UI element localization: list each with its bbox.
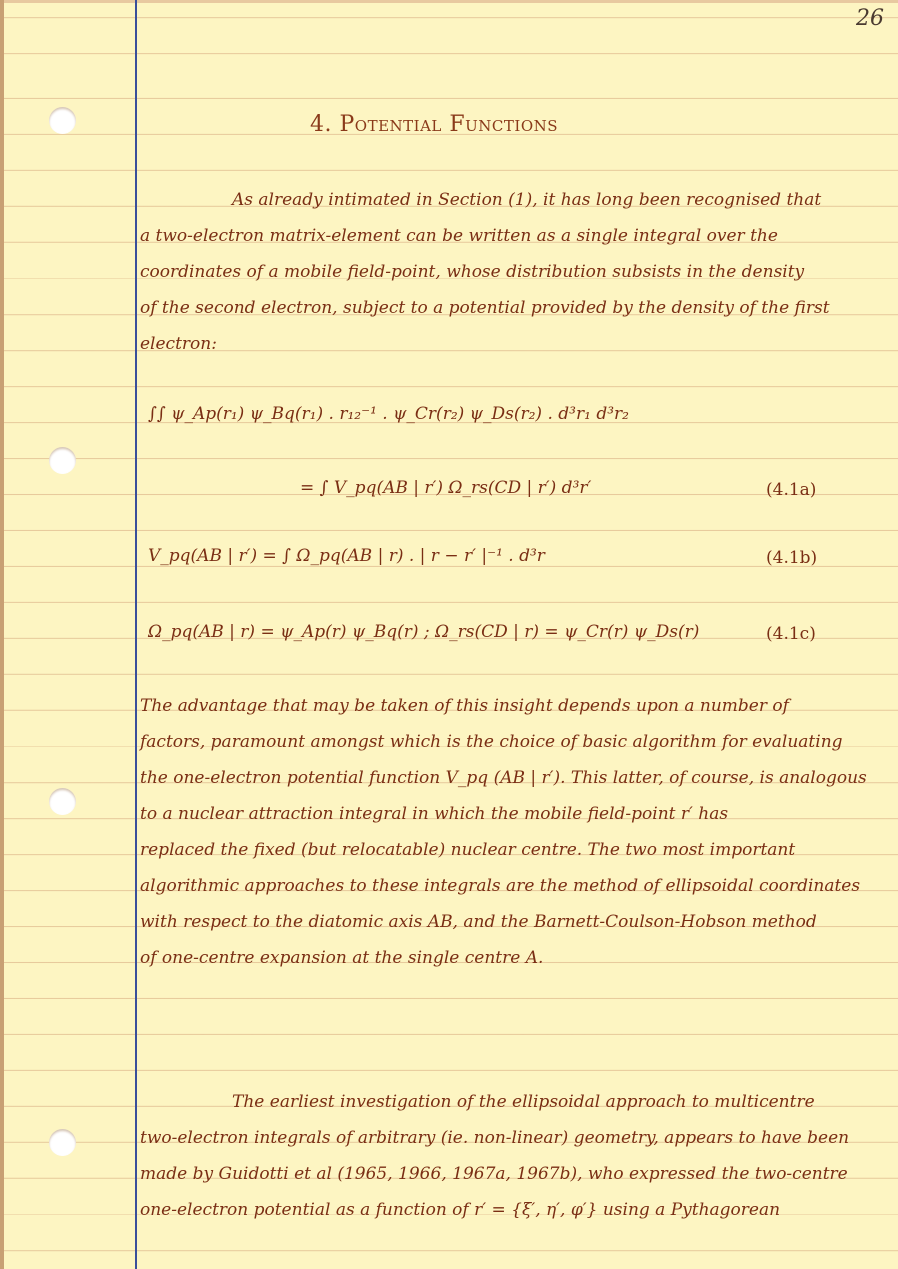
paragraph-line: algorithmic approaches to these integrals are the method of ellipsoidal coordinates: [140, 876, 861, 896]
punch-hole: [49, 107, 76, 134]
equation-4-1a-rhs: = ∫ V_pq(AB | r′) Ω_rs(CD | r′) d³r′: [300, 478, 592, 498]
equation-label-4-1b: (4.1b): [766, 548, 818, 568]
paragraph-line: one-electron potential as a function of r′ = {ξ′, η′, φ′} using a Pythagorean: [140, 1200, 781, 1220]
paragraph-line: factors, paramount amongst which is the choice of basic algorithm for evaluating: [140, 732, 843, 752]
margin-line: [135, 0, 137, 1269]
punch-hole: [49, 1129, 76, 1156]
paragraph-line: two-electron integrals of arbitrary (ie. non-linear) geometry, appears to have been: [140, 1128, 850, 1148]
paragraph-line: electron:: [140, 334, 217, 354]
paragraph-line: a two-electron matrix-element can be written as a single integral over the: [140, 226, 778, 246]
paragraph-line: The advantage that may be taken of this insight depends upon a number of: [140, 696, 789, 716]
punch-hole: [49, 447, 76, 474]
paragraph-line: The earliest investigation of the ellipsoidal approach to multicentre: [232, 1092, 815, 1112]
equation-4-1c: Ω_pq(AB | r) = ψ_Ap(r) ψ_Bq(r) ; Ω_rs(CD | r) = ψ_Cr(r) ψ_Ds(r): [148, 622, 700, 642]
paragraph-line: to a nuclear attraction integral in which the mobile field-point r′ has: [140, 804, 729, 824]
equation-label-4-1a: (4.1a): [766, 480, 817, 500]
paragraph-line: replaced the fixed (but relocatable) nuclear centre. The two most important: [140, 840, 796, 860]
paragraph-line: of the second electron, subject to a potential provided by the density of the first: [140, 298, 830, 318]
page-left-edge: [0, 0, 4, 1269]
equation-label-4-1c: (4.1c): [766, 624, 816, 644]
paragraph-line: As already intimated in Section (1), it has long been recognised that: [232, 190, 822, 210]
paragraph-line: with respect to the diatomic axis AB, and the Barnett-Coulson-Hobson method: [140, 912, 817, 932]
paragraph-line: the one-electron potential function V_pq (AB | r′). This latter, of course, is analogous: [140, 768, 867, 788]
page-number: 26: [856, 6, 884, 31]
punch-hole: [49, 788, 76, 815]
paragraph-line: of one-centre expansion at the single centre A.: [140, 948, 544, 968]
equation-4-1a-lhs: ∫∫ ψ_Ap(r₁) ψ_Bq(r₁) . r₁₂⁻¹ . ψ_Cr(r₂) ψ_Ds(r₂) . d³r₁ d³r₂: [148, 404, 629, 424]
equation-4-1b: V_pq(AB | r′) = ∫ Ω_pq(AB | r) . | r − r′ |⁻¹ . d³r: [148, 546, 545, 566]
section-title: 4. Potential Functions: [310, 112, 559, 137]
paragraph-line: coordinates of a mobile field-point, whose distribution subsists in the density: [140, 262, 805, 282]
paragraph-line: made by Guidotti et al (1965, 1966, 1967a, 1967b), who expressed the two-centre: [140, 1164, 848, 1184]
